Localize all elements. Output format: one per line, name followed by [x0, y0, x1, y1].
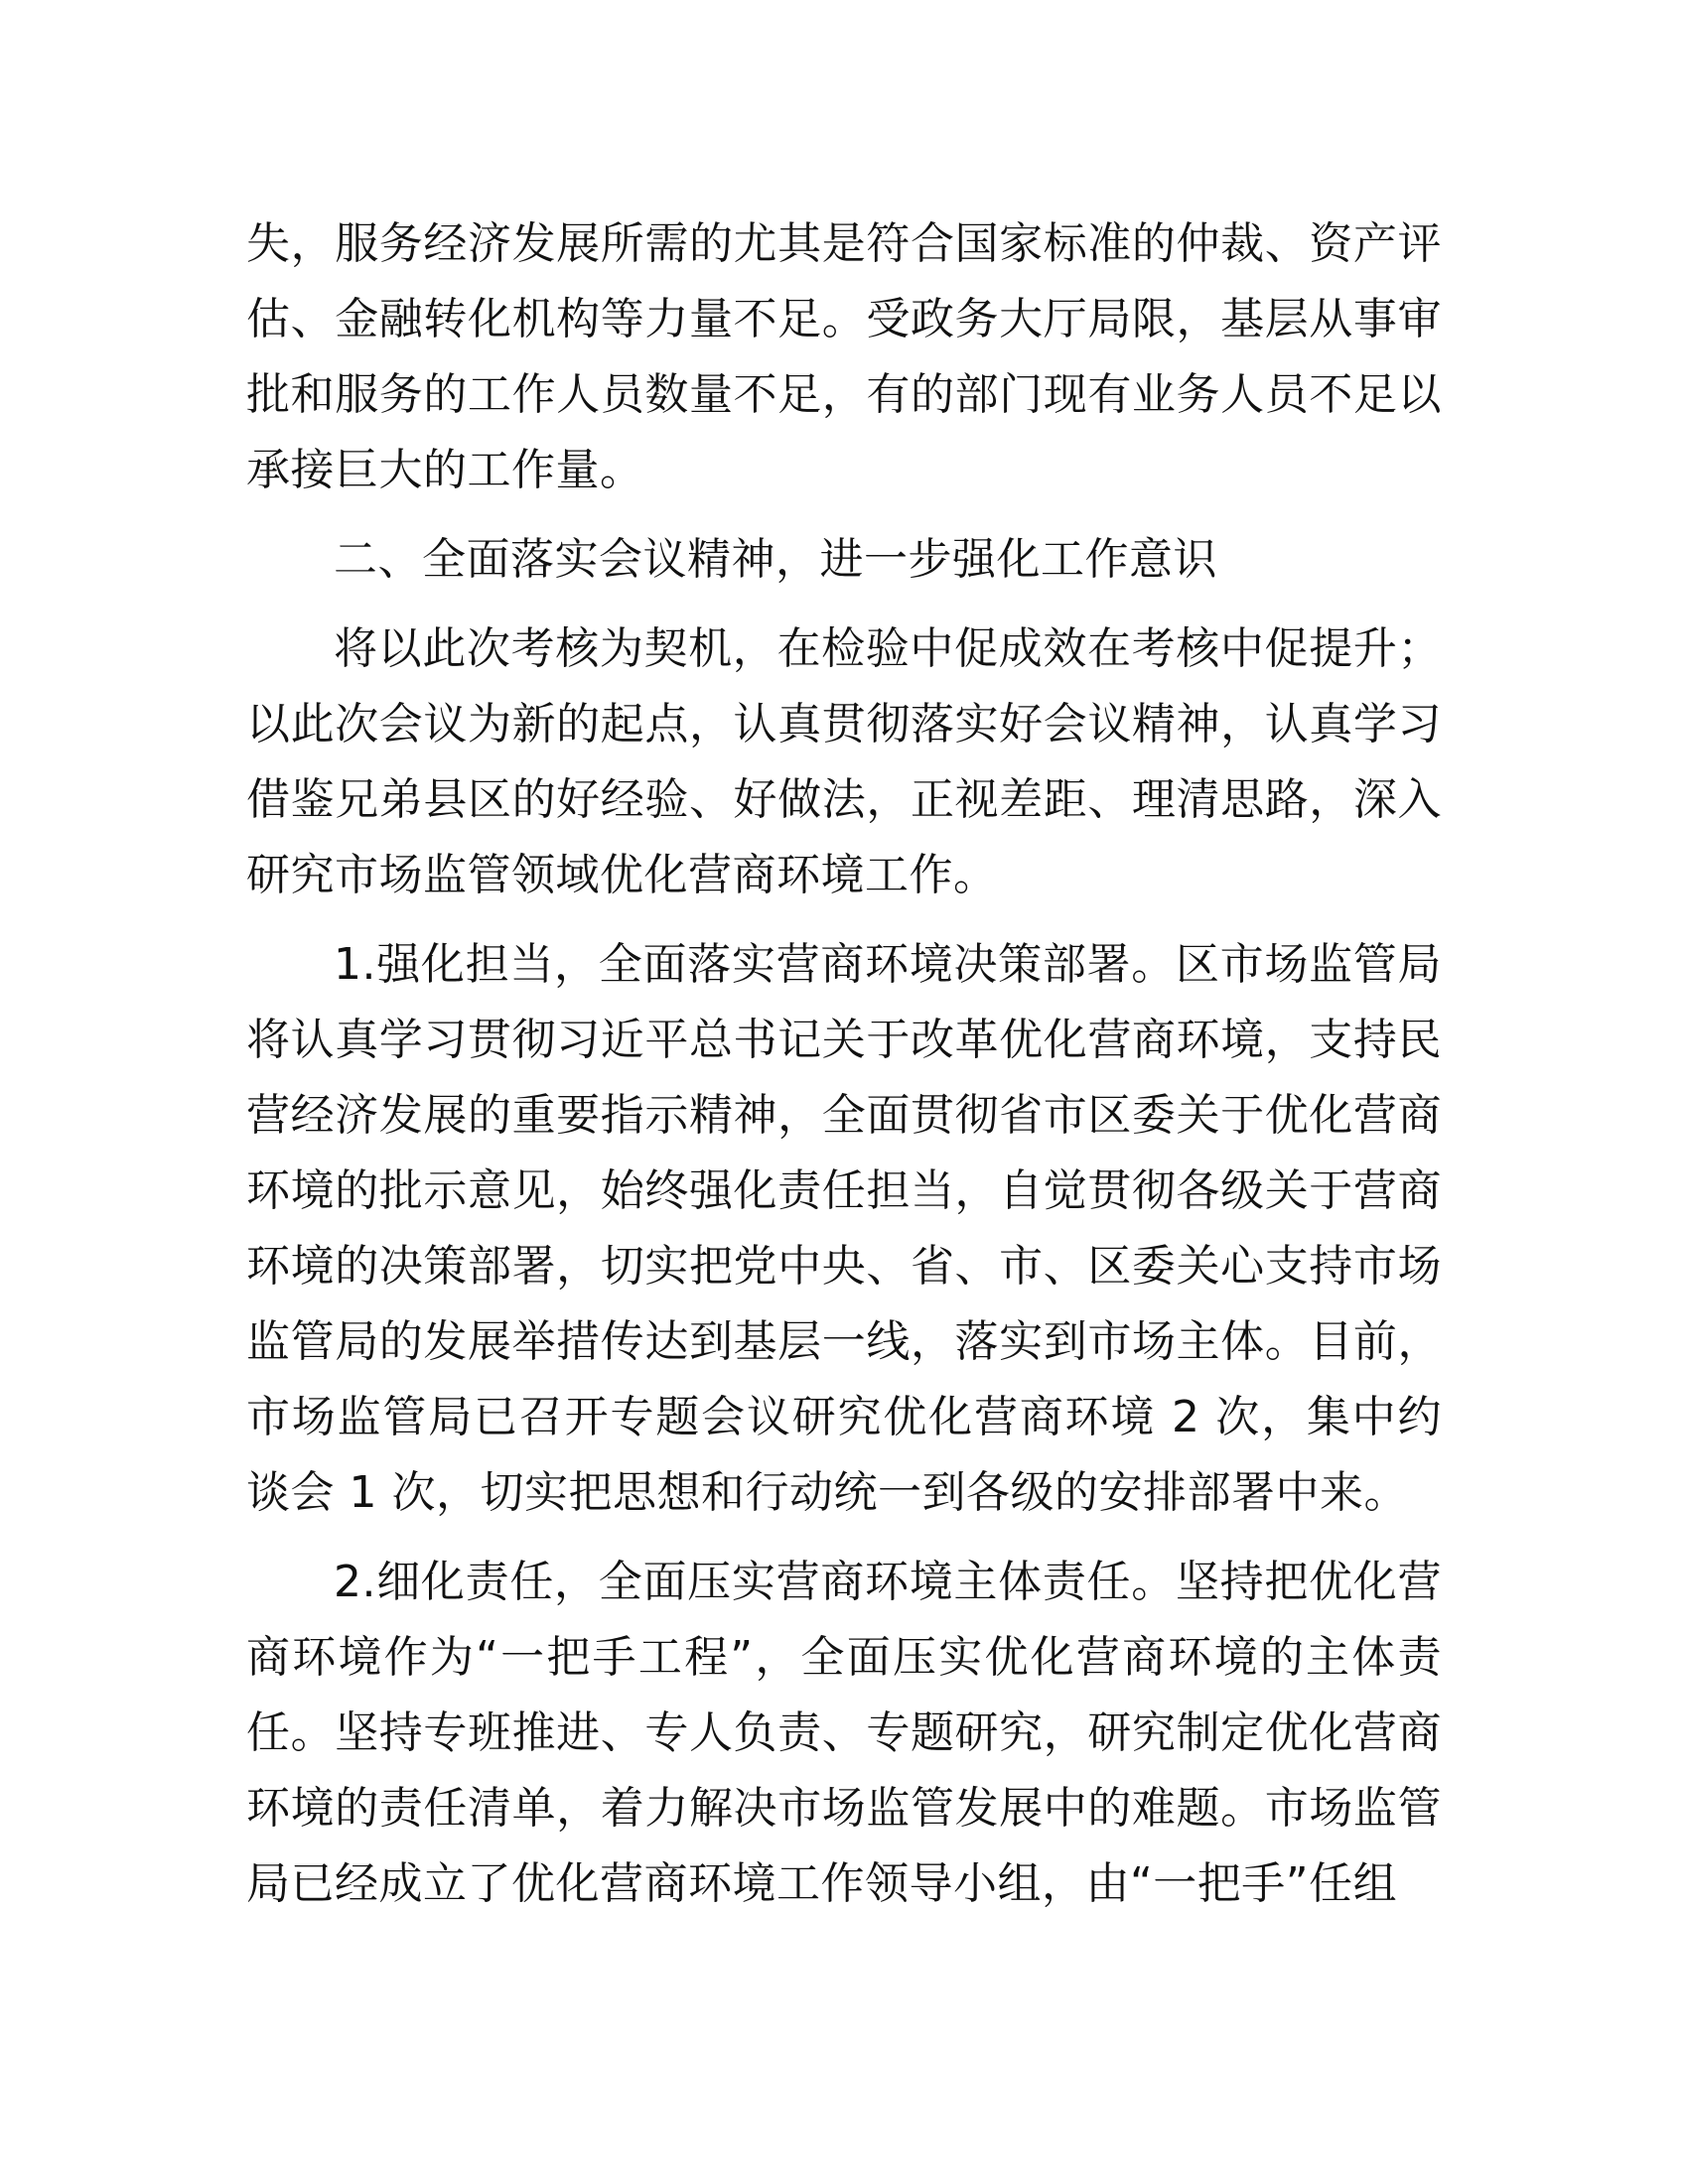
body-paragraph: 将以此次考核为契机，在检验中促成效在考核中促提升；以此次会议为新的起点，认真贯彻落实好会议精神，认真学习借鉴兄弟县区的好经验、好做法，正视差距、理清思路，深入研究市场监管领域优化营商环境工作。	[246, 623, 1442, 900]
body-paragraph-continuation: 失，服务经济发展所需的尤其是符合国家标准的仲裁、资产评估、金融转化机构等力量不足。受政务大厅局限，基层从事审批和服务的工作人员数量不足，有的部门现有业务人员不足以承接巨大的工作量。	[246, 218, 1442, 495]
section-heading: 二、全面落实会议精神，进一步强化工作意识	[334, 534, 1217, 585]
numbered-paragraph-1: 1.强化担当，全面落实营商环境决策部署。区市场监管局将认真学习贯彻习近平总书记关于改革优化营商环境，支持民营经济发展的重要指示精神，全面贯彻省市区委关于优化营商环境的批示意见，始终强化责任担当，自觉贯彻各级关于营商环境的决策部署，切实把党中央、省、市、区委关心支持市场监管局的发展举措传达到基层一线，落实到市场主体。目前，市场监管局已召开专题会议研究优化营商环境 2 次，集中约谈会 1 次，切实把思想和行动统一到各级的安排部署中来。	[246, 939, 1442, 1518]
numbered-paragraph-2: 2.细化责任，全面压实营商环境主体责任。坚持把优化营商环境作为“一把手工程”，全面压实优化营商环境的主体责任。坚持专班推进、专人负责、专题研究，研究制定优化营商环境的责任清单，着力解决市场监管发展中的难题。市场监管局已经成立了优化营商环境工作领导小组，由“一把手”任组	[246, 1557, 1442, 1909]
document-page	[246, 206, 1442, 1922]
